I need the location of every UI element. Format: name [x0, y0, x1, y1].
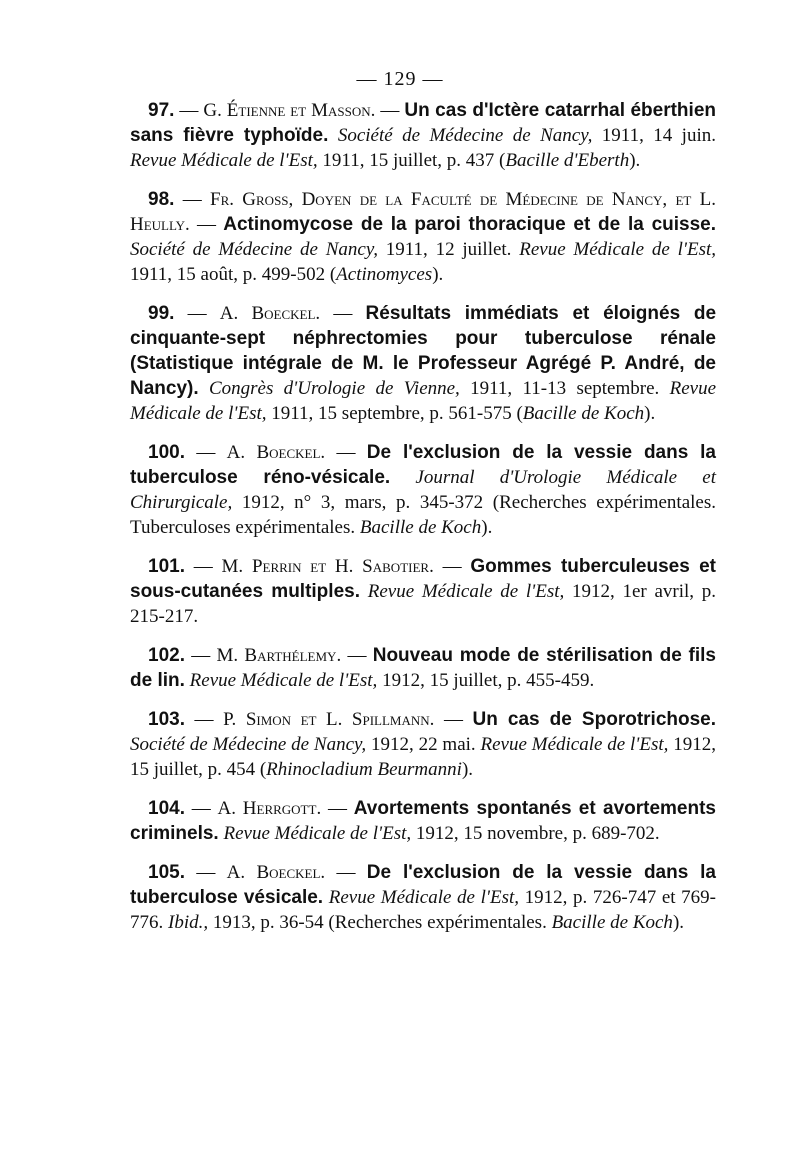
entry-source: Revue Médicale de l'Est,: [130, 150, 318, 171]
entry-details: 1911, 12 juillet.: [377, 239, 520, 260]
entry-title: De l'exclusion de la vessie dans la tuberculose vésicale.: [130, 862, 716, 908]
entry-dash: —: [341, 645, 373, 666]
entry-details: 1911, 14 juin.: [592, 125, 716, 146]
bibliography-entry: [130, 796, 716, 846]
entry-dash: —: [320, 303, 366, 324]
entry-number: 98.: [148, 189, 175, 210]
bibliography-entry: [130, 643, 716, 693]
entry-dash: —: [325, 442, 367, 463]
entry-organism: Rhinocladium Beurmanni: [266, 759, 462, 780]
entry-number: 97.: [148, 100, 175, 121]
entry-details: 1911, 15 septembre, p. 561-575 (: [266, 403, 523, 424]
entry-title: Avortements spontanés et avortements criminels.: [130, 798, 716, 844]
entry-details: 1911, 11-13 septembre.: [459, 378, 670, 399]
entry-authors: G. Étienne et Masson.: [203, 100, 376, 121]
entry-dash: —: [184, 645, 217, 666]
entry-source: Journal d'Urologie Médicale et Chirurgicale,: [130, 467, 716, 513]
entry-authors: Fr. Gross, Doyen de la Faculté de Médecine de Nancy, et L. Heully.: [130, 189, 717, 235]
bibliography-list: [130, 98, 716, 949]
entry-source: Société de Médecine de Nancy,: [130, 239, 378, 260]
entry-dash: —: [184, 442, 227, 463]
entry-source: Société de Médecine de Nancy,: [337, 125, 593, 146]
entry-organism: Bacille de Koch: [522, 403, 645, 424]
entry-details: 1912, 15 juillet, p. 455-459.: [377, 670, 595, 691]
entry-dash: —: [189, 214, 224, 235]
entry-source: Revue Médicale de l'Est,: [519, 239, 716, 260]
entry-source: Revue Médicale de l'Est,: [328, 887, 519, 908]
entry-organism: Bacille d'Eberth: [505, 150, 630, 171]
bibliography-entry: [130, 187, 716, 287]
bibliography-entry: [130, 860, 716, 935]
entry-dash: —: [174, 189, 211, 210]
entry-source: Revue Médicale de l'Est,: [223, 823, 412, 844]
entry-number: 100.: [148, 442, 185, 463]
entry-organism: Actinomyces: [336, 264, 433, 285]
entry-number: 105.: [148, 862, 185, 883]
bibliography-entry: [130, 301, 716, 426]
entry-title: Nouveau mode de stérilisation de fils de lin.: [130, 645, 716, 691]
entry-number: 99.: [148, 303, 175, 324]
entry-details: 1912, 15 novembre, p. 689-702.: [411, 823, 660, 844]
entry-source: Revue Médicale de l'Est,: [367, 581, 565, 602]
entry-title: Résultats immédiats et éloignés de cinquante-sept néphrectomies pour tuberculose rénale (Statistique intégrale de M. le Professeur Agrégé P. André, de Nancy).: [130, 303, 717, 399]
page-number: — 129 —: [356, 68, 444, 90]
entry-authors: A. Herrgott.: [217, 798, 322, 819]
entry-details: ).: [461, 759, 474, 780]
entry-authors: A. Boeckel.: [219, 303, 321, 324]
entry-details: 1912, 15 juillet, p. 454 (: [130, 734, 716, 780]
entry-details: 1911, 15 août, p. 499-502 (: [130, 264, 337, 285]
entry-number: 103.: [148, 709, 185, 730]
entry-authors: P. Simon et L. Spillmann.: [223, 709, 435, 730]
entry-details: ).: [629, 150, 641, 171]
entry-details: 1912, 1er avril, p. 215-217.: [130, 581, 716, 627]
entry-source: Congrès d'Urologie de Vienne,: [208, 378, 460, 399]
bibliography-entry: [130, 440, 716, 540]
entry-title: De l'exclusion de la vessie dans la tuberculose réno-vésicale.: [130, 442, 716, 488]
entry-authors: M. Barthélemy.: [216, 645, 342, 666]
entry-authors: A. Boeckel.: [226, 442, 326, 463]
entry-dash: —: [184, 862, 227, 883]
entry-authors: A. Boeckel.: [226, 862, 326, 883]
entry-dash: —: [174, 100, 204, 121]
bibliography-entry: [130, 98, 716, 173]
entry-organism: Bacille de Koch: [551, 912, 673, 933]
entry-dash: —: [184, 556, 222, 577]
entry-dash: —: [321, 798, 354, 819]
entry-source: Revue Médicale de l'Est,: [130, 378, 716, 424]
entry-details: ).: [432, 264, 444, 285]
entry-number: 101.: [148, 556, 185, 577]
entry-details: 1911, 15 juillet, p. 437 (: [317, 150, 506, 171]
entry-details: 1913, p. 36-54 (Recherches expérimentales.: [208, 912, 552, 933]
entry-title: Gommes tuberculeuses et sous-cutanées multiples.: [130, 556, 716, 602]
entry-source: Revue Médicale de l'Est,: [480, 734, 669, 755]
entry-dash: —: [174, 303, 220, 324]
entry-organism: Bacille de Koch: [359, 517, 482, 538]
entry-number: 104.: [148, 798, 185, 819]
entry-dash: —: [434, 709, 473, 730]
entry-source: Société de Médecine de Nancy,: [130, 734, 367, 755]
entry-title: Un cas d'Ictère catarrhal éberthien sans fièvre typhoïde.: [130, 100, 716, 146]
entry-source: Ibid.,: [168, 912, 209, 933]
bibliography-entry: [130, 554, 716, 629]
entry-details: ).: [672, 912, 685, 933]
entry-details: ).: [644, 403, 656, 424]
entry-dash: —: [375, 100, 405, 121]
entry-details: 1912, p. 726-747 et 769-776.: [130, 887, 716, 933]
entry-details: 1912, 22 mai.: [366, 734, 481, 755]
entry-dash: —: [184, 798, 218, 819]
entry-dash: —: [325, 862, 367, 883]
entry-details: ).: [481, 517, 493, 538]
bibliography-entry: [130, 707, 716, 782]
entry-source: Revue Médicale de l'Est,: [189, 670, 378, 691]
entry-number: 102.: [148, 645, 185, 666]
entry-title: Un cas de Sporotrichose.: [472, 709, 717, 730]
entry-authors: M. Perrin et H. Sabotier.: [221, 556, 434, 577]
entry-details: 1912, n° 3, mars, p. 345-372 (Recherches expérimentales. Tuberculoses expérimentales.: [130, 492, 716, 538]
entry-dash: —: [184, 709, 224, 730]
entry-dash: —: [433, 556, 471, 577]
entry-title: Actinomycose de la paroi thoracique et de la cuisse.: [223, 214, 716, 235]
